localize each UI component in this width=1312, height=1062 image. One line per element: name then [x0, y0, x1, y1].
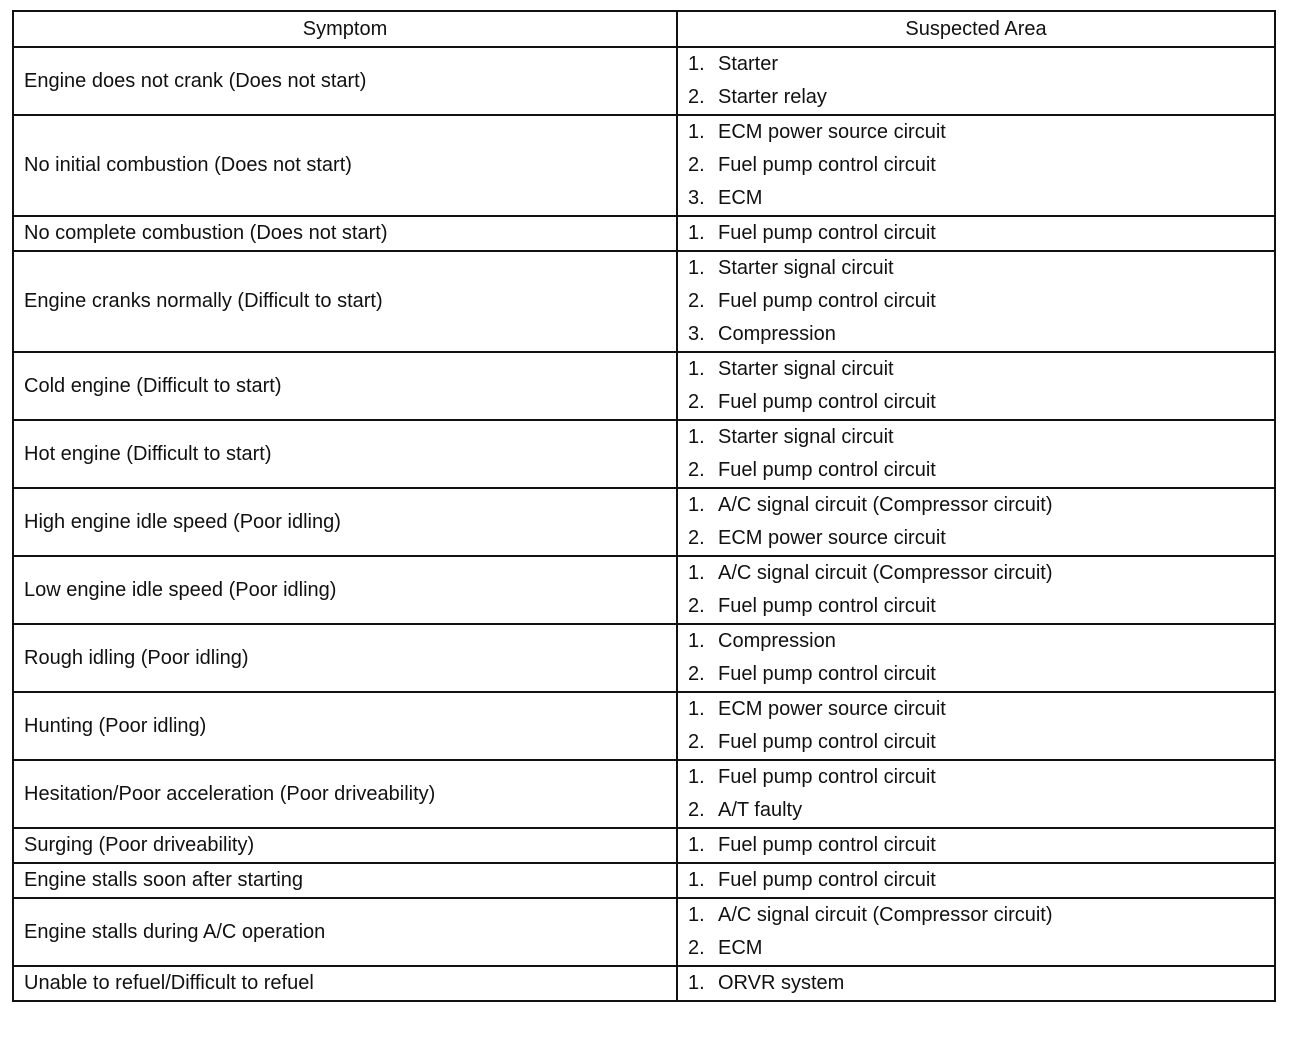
symptom-cell: Engine stalls soon after starting	[13, 863, 677, 898]
suspected-area-item	[688, 693, 1274, 726]
symptom-cell: Engine stalls during A/C operation	[13, 898, 677, 966]
suspected-area-item	[688, 489, 1274, 522]
symptom-cell: Engine does not crank (Does not start)	[13, 47, 677, 115]
suspected-area-item	[688, 81, 1274, 114]
item-text: ORVR system	[718, 972, 845, 994]
item-number: 2.	[688, 731, 705, 753]
symptom-cell: Cold engine (Difficult to start)	[13, 352, 677, 420]
suspected-area-item	[688, 557, 1274, 590]
suspected-area-list	[688, 489, 1274, 555]
suspected-area-item	[688, 794, 1274, 827]
suspected-area-cell	[677, 828, 1275, 863]
suspected-area-list	[688, 252, 1274, 351]
suspected-area-list	[688, 864, 1274, 897]
header-row	[13, 11, 1275, 47]
suspected-area-item	[688, 761, 1274, 794]
suspected-area-item	[688, 353, 1274, 386]
symptom-cell: Surging (Poor driveability)	[13, 828, 677, 863]
suspected-area-list	[688, 693, 1274, 759]
suspected-area-item	[688, 932, 1274, 965]
table-row	[13, 863, 1275, 898]
item-text: Starter signal circuit	[718, 426, 894, 448]
item-number: 1.	[688, 630, 705, 652]
item-number: 3.	[688, 187, 705, 209]
suspected-area-item	[688, 726, 1274, 759]
suspected-area-item	[688, 217, 1274, 250]
item-text: A/C signal circuit (Compressor circuit)	[718, 494, 1053, 516]
table-row	[13, 828, 1275, 863]
suspected-area-cell	[677, 115, 1275, 216]
item-text: Fuel pump control circuit	[718, 154, 936, 176]
suspected-area-item	[688, 182, 1274, 215]
item-text: Fuel pump control circuit	[718, 595, 936, 617]
symptom-cell: Hunting (Poor idling)	[13, 692, 677, 760]
symptom-cell: No complete combustion (Does not start)	[13, 216, 677, 251]
item-number: 1.	[688, 972, 705, 994]
table-body	[13, 47, 1275, 1001]
table-row	[13, 115, 1275, 216]
suspected-area-item	[688, 967, 1274, 1000]
table-row	[13, 251, 1275, 352]
item-text: Fuel pump control circuit	[718, 391, 936, 413]
suspected-area-list	[688, 353, 1274, 419]
suspected-area-cell	[677, 251, 1275, 352]
suspected-area-list	[688, 829, 1274, 862]
item-text: A/C signal circuit (Compressor circuit)	[718, 562, 1053, 584]
table-row	[13, 216, 1275, 251]
suspected-area-list	[688, 625, 1274, 691]
item-number: 1.	[688, 121, 705, 143]
item-text: Starter relay	[718, 86, 827, 108]
suspected-area-list	[688, 116, 1274, 215]
item-number: 1.	[688, 562, 705, 584]
suspected-area-item	[688, 829, 1274, 862]
suspected-area-item	[688, 386, 1274, 419]
symptom-cell: High engine idle speed (Poor idling)	[13, 488, 677, 556]
suspected-area-list	[688, 761, 1274, 827]
suspected-area-cell	[677, 760, 1275, 828]
item-number: 1.	[688, 494, 705, 516]
suspected-area-cell	[677, 420, 1275, 488]
suspected-area-item	[688, 590, 1274, 623]
item-number: 2.	[688, 290, 705, 312]
item-text: Fuel pump control circuit	[718, 869, 936, 891]
suspected-area-list	[688, 899, 1274, 965]
suspected-area-item	[688, 522, 1274, 555]
suspected-area-list	[688, 557, 1274, 623]
suspected-area-list	[688, 217, 1274, 250]
symptom-cell: Engine cranks normally (Difficult to start)	[13, 251, 677, 352]
symptom-cell: Rough idling (Poor idling)	[13, 624, 677, 692]
item-text: ECM power source circuit	[718, 527, 946, 549]
table-row	[13, 488, 1275, 556]
item-text: Compression	[718, 630, 836, 652]
suspected-area-cell	[677, 488, 1275, 556]
table-row	[13, 966, 1275, 1001]
item-text: Starter signal circuit	[718, 257, 894, 279]
item-number: 1.	[688, 358, 705, 380]
symptom-cell: Low engine idle speed (Poor idling)	[13, 556, 677, 624]
item-number: 1.	[688, 766, 705, 788]
suspected-area-item	[688, 864, 1274, 897]
item-text: Starter	[718, 53, 779, 75]
symptom-cell: No initial combustion (Does not start)	[13, 115, 677, 216]
suspected-area-item	[688, 48, 1274, 81]
item-text: Fuel pump control circuit	[718, 834, 936, 856]
item-number: 1.	[688, 834, 705, 856]
item-text: Fuel pump control circuit	[718, 663, 936, 685]
table-row	[13, 352, 1275, 420]
item-number: 2.	[688, 154, 705, 176]
symptom-cell: Unable to refuel/Difficult to refuel	[13, 966, 677, 1001]
suspected-area-cell	[677, 898, 1275, 966]
suspected-area-item	[688, 658, 1274, 691]
table-row	[13, 692, 1275, 760]
item-number: 1.	[688, 222, 705, 244]
item-number: 1.	[688, 53, 705, 75]
table-row	[13, 556, 1275, 624]
item-number: 1.	[688, 426, 705, 448]
item-number: 1.	[688, 904, 705, 926]
item-text: ECM power source circuit	[718, 698, 946, 720]
item-text: Fuel pump control circuit	[718, 766, 936, 788]
item-number: 2.	[688, 799, 705, 821]
suspected-area-item	[688, 116, 1274, 149]
table-row	[13, 898, 1275, 966]
item-number: 2.	[688, 663, 705, 685]
item-text: Fuel pump control circuit	[718, 731, 936, 753]
suspected-area-item	[688, 252, 1274, 285]
table-row	[13, 624, 1275, 692]
item-number: 3.	[688, 323, 705, 345]
item-text: ECM	[718, 187, 763, 209]
item-number: 1.	[688, 698, 705, 720]
symptom-cell: Hot engine (Difficult to start)	[13, 420, 677, 488]
item-text: A/C signal circuit (Compressor circuit)	[718, 904, 1053, 926]
suspected-area-item	[688, 421, 1274, 454]
suspected-area-cell	[677, 624, 1275, 692]
item-text: Fuel pump control circuit	[718, 459, 936, 481]
suspected-area-cell	[677, 966, 1275, 1001]
item-number: 2.	[688, 391, 705, 413]
suspected-area-item	[688, 625, 1274, 658]
table-row	[13, 47, 1275, 115]
suspected-area-list	[688, 48, 1274, 114]
suspected-area-item	[688, 318, 1274, 351]
item-text: Starter signal circuit	[718, 358, 894, 380]
suspected-area-cell	[677, 352, 1275, 420]
item-number: 2.	[688, 937, 705, 959]
symptom-table	[12, 10, 1276, 1002]
item-number: 2.	[688, 459, 705, 481]
suspected-area-item	[688, 149, 1274, 182]
item-number: 1.	[688, 257, 705, 279]
symptom-header: Symptom	[13, 11, 677, 47]
suspected-area-list	[688, 421, 1274, 487]
item-text: A/T faulty	[718, 799, 803, 821]
suspected-area-item	[688, 454, 1274, 487]
item-number: 1.	[688, 869, 705, 891]
suspected-area-header: Suspected Area	[677, 11, 1275, 47]
item-number: 2.	[688, 527, 705, 549]
suspected-area-cell	[677, 216, 1275, 251]
item-text: ECM power source circuit	[718, 121, 946, 143]
item-text: Compression	[718, 323, 836, 345]
suspected-area-cell	[677, 692, 1275, 760]
item-number: 2.	[688, 86, 705, 108]
item-text: ECM	[718, 937, 763, 959]
suspected-area-item	[688, 285, 1274, 318]
suspected-area-cell	[677, 47, 1275, 115]
suspected-area-list	[688, 967, 1274, 1000]
item-text: Fuel pump control circuit	[718, 222, 936, 244]
item-text: Fuel pump control circuit	[718, 290, 936, 312]
suspected-area-cell	[677, 556, 1275, 624]
suspected-area-cell	[677, 863, 1275, 898]
table-row	[13, 760, 1275, 828]
symptom-cell: Hesitation/Poor acceleration (Poor driveability)	[13, 760, 677, 828]
suspected-area-item	[688, 899, 1274, 932]
item-number: 2.	[688, 595, 705, 617]
table-row	[13, 420, 1275, 488]
